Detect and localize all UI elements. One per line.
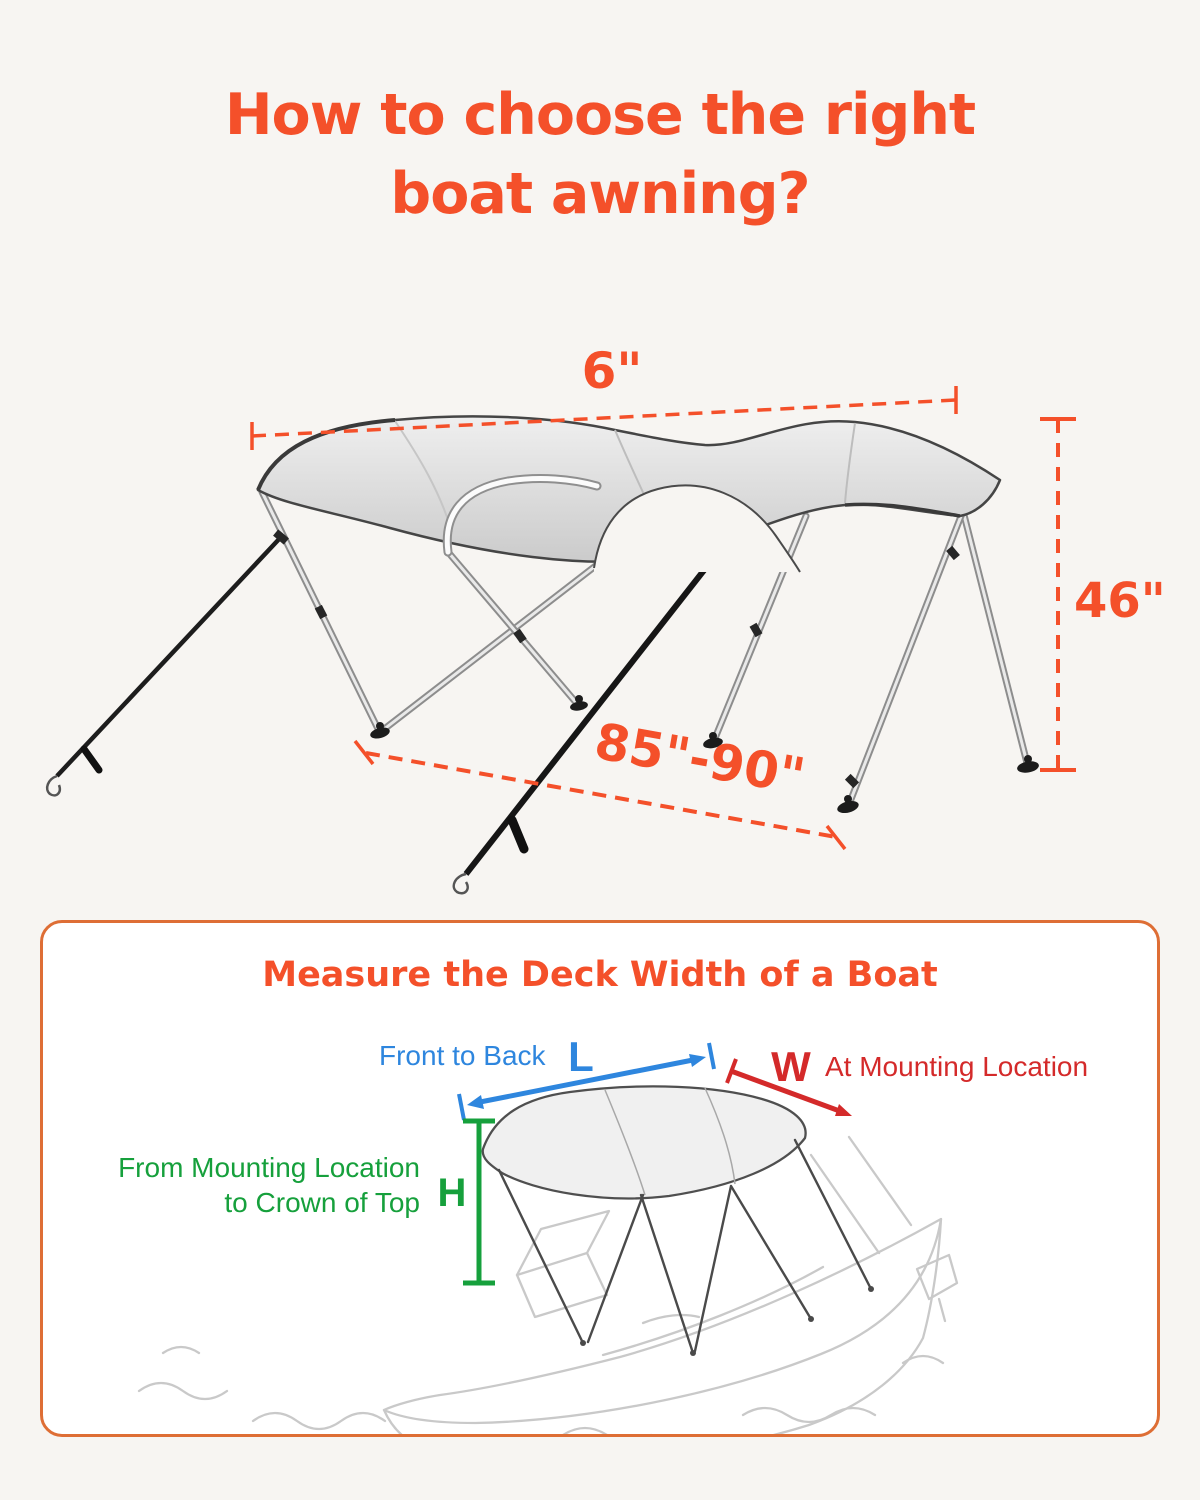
- width-measure-label: At Mounting Location: [825, 1051, 1089, 1082]
- length-measure-letter: L: [568, 1033, 594, 1080]
- mount-width-label: 85"-90": [590, 712, 810, 806]
- bimini-top-diagram: [0, 300, 1200, 920]
- page-title: [0, 76, 1200, 233]
- measure-panel-title: Measure the Deck Width of a Boat: [262, 955, 938, 995]
- height-measure-label-line1: From Mounting Location: [118, 1152, 420, 1183]
- height-measure-label-line2: to Crown of Top: [224, 1187, 420, 1218]
- height-label: 46": [1074, 573, 1166, 629]
- width-measure-letter: W: [771, 1043, 811, 1090]
- page-title-line1: How to choose the right: [224, 82, 976, 148]
- height-dimension: [1040, 419, 1076, 770]
- measure-panel: [40, 920, 1160, 1437]
- boat-measurement-diagram: [43, 923, 1157, 1434]
- top-width-label: 6": [581, 342, 643, 400]
- canopy: [258, 416, 1000, 572]
- height-measure: [118, 1121, 495, 1283]
- height-measure-letter: H: [437, 1171, 467, 1215]
- page-title-line2: boat awning?: [390, 160, 810, 227]
- length-measure-label: Front to Back: [379, 1040, 546, 1071]
